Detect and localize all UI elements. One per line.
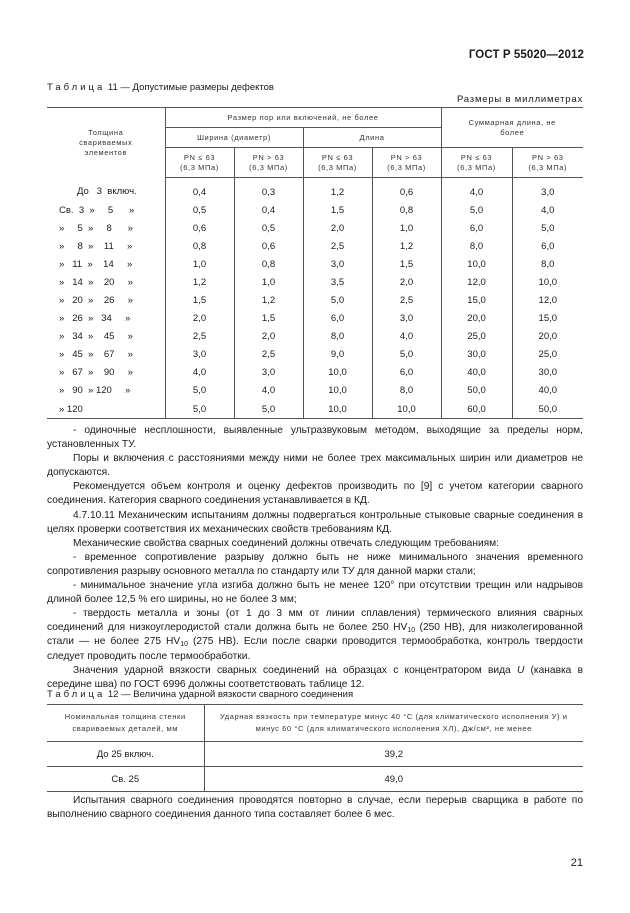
table-cell: 1,5 [372, 255, 441, 273]
table-cell: 0,8 [372, 201, 441, 219]
header-width: Ширина (диаметр) [165, 128, 303, 148]
header-length: Длина [303, 128, 441, 148]
table-11-caption-prefix: Таблица [47, 82, 106, 93]
table-cell: 1,0 [165, 255, 234, 273]
body-text [47, 424, 583, 692]
table-cell: 5,0 [372, 346, 441, 364]
table-row [47, 219, 583, 237]
thickness-range: » 120 [47, 400, 165, 419]
paragraph: - минимальное значение угла изгиба должно быть не менее 120° при отсутствии трещин или надрывов длиной более 12,5 % его ширины, но не более 3 мм; [47, 580, 583, 606]
table-row [47, 364, 583, 382]
table-cell: 0,6 [234, 237, 303, 255]
defects-table [47, 107, 583, 419]
table-cell: 4,0 [234, 382, 303, 400]
header-wall-thickness: Номинальная толщина стенки свариваемых деталей, мм [47, 705, 204, 742]
table-cell: 3,0 [165, 346, 234, 364]
paragraph-impact: Значения ударной вязкости сварных соединений на образцах с концентратором вида U (канавка в середине шва) по ГОСТ 6996 должны соответствовать таблице 12. [47, 664, 583, 690]
header-pore-size: Размер пор или включений, не более [165, 108, 441, 128]
thickness-range: » 45 » 67 » [59, 349, 133, 361]
paragraph: - временное сопротивление разрыву должно быть не ниже минимального значения временного сопротивления разрыву основного металла по стандарту или ТУ для данной марки стали; [47, 551, 583, 577]
table-cell: 10,0 [372, 400, 441, 419]
table-cell: 50,0 [441, 382, 512, 400]
table-cell: 40,0 [441, 364, 512, 382]
paragraph: Рекомендуется объем контроля и оценку дефектов производить по [9] с учетом категории сварного соединения. Категория сварного соединения устанавливается в КД. [47, 481, 583, 507]
table-cell: 3,0 [303, 255, 372, 273]
table-cell: 10,0 [441, 255, 512, 273]
thickness-range: До 3 включ. [77, 186, 137, 198]
header-pn-gt: PN > 63 (6,3 МПа) [512, 148, 583, 178]
paragraph: - одиночные несплошности, выявленные ультразвуковым методом, выходящие за пределы норм, установленных ТУ. [47, 425, 583, 451]
table-cell: До 25 включ. [47, 742, 204, 767]
table-cell: 3,0 [512, 178, 583, 202]
table-row [47, 400, 583, 419]
header-pn-le: PN ≤ 63 (6,3 МПа) [165, 148, 234, 178]
table-cell: 0,8 [234, 255, 303, 273]
table-cell: 6,0 [441, 219, 512, 237]
table-11-caption [47, 82, 274, 93]
thickness-range: » 90 » 120 » [59, 385, 131, 397]
thickness-range: » 20 » 26 » [59, 295, 133, 307]
paragraph-hardness: - твердость металла и зоны (от 1 до 3 мм от линии сплавления) термического влияния сварных соединений для низкоуглеродистой стали должна быть не более 250 $HV_{10}$ (250 HB), для низколегированной стали — не более 275 $HV_{10}$ (275 HB). Если после сварки проводится термообработка, контроль твердости следует проводить после термообработки. [47, 608, 583, 662]
header-impact-strength: Ударная вязкость при температуре минус 40 °С (для климатического исполнения У) и минус 60 °С (для климатического исполнения ХЛ), Дж/см², не менее [204, 705, 583, 742]
header-pn-gt: PN > 63 (6,3 МПа) [234, 148, 303, 178]
table-cell: 0,5 [234, 219, 303, 237]
table-cell: 0,6 [372, 178, 441, 202]
table-row [47, 382, 583, 400]
table-cell: 50,0 [512, 400, 583, 419]
table-cell: 15,0 [512, 310, 583, 328]
table-cell: 0,4 [165, 178, 234, 202]
table-cell: 10,0 [303, 364, 372, 382]
table-row [47, 291, 583, 309]
table-cell: 1,0 [234, 273, 303, 291]
paragraph: Механические свойства сварных соединений должны отвечать следующим требованиям: [73, 537, 499, 549]
closing-paragraph: Испытания сварного соединения проводятся повторно в случае, если перерыв сварщика в работе по выполнению сварного соединения данного типа составляет более 6 мес. [47, 795, 583, 821]
thickness-range: » 8 » 11 » [59, 240, 133, 252]
table-cell: 1,2 [372, 237, 441, 255]
table-cell: 5,0 [303, 291, 372, 309]
paragraph: Поры и включения с расстояниями между ними не более трех максимальных ширин или диаметров не допускаются. [47, 453, 583, 479]
table-cell: 40,0 [512, 382, 583, 400]
table-row [47, 310, 583, 328]
table-cell: 8,0 [303, 328, 372, 346]
table-cell: 49,0 [204, 767, 583, 792]
table-cell: 3,5 [303, 273, 372, 291]
impact-table [47, 704, 583, 792]
table-cell: 2,0 [165, 310, 234, 328]
table-cell: 5,0 [512, 219, 583, 237]
table-cell: 4,0 [441, 178, 512, 202]
table-row [47, 255, 583, 273]
table-cell: Св. 25 [47, 767, 204, 792]
thickness-range: » 26 » 34 » [59, 313, 131, 325]
table-cell: 10,0 [512, 273, 583, 291]
table-cell: 12,0 [441, 273, 512, 291]
table-12-caption-prefix: Таблица [47, 689, 106, 700]
table-12-caption-title: 12 — Величина ударной вязкости сварного соединения [105, 689, 354, 700]
table-row [47, 328, 583, 346]
table-cell: 0,8 [165, 237, 234, 255]
thickness-range: » 5 » 8 » [59, 222, 133, 234]
table-cell: 0,3 [234, 178, 303, 202]
table-cell: 8,0 [512, 255, 583, 273]
thickness-range: » 11 » 14 » [59, 258, 133, 270]
table-cell: 6,0 [512, 237, 583, 255]
thickness-range: » 34 » 45 » [59, 331, 133, 343]
table-cell: 1,5 [234, 310, 303, 328]
table-cell: 30,0 [441, 346, 512, 364]
header-pn-gt: PN > 63 (6,3 МПа) [372, 148, 441, 178]
table-cell: 1,2 [234, 291, 303, 309]
thickness-range: » 14 » 20 » [59, 276, 133, 288]
thickness-range: » 67 » 90 » [59, 367, 133, 379]
table-row [47, 346, 583, 364]
table-cell: 6,0 [372, 364, 441, 382]
table-row [47, 237, 583, 255]
table-cell: 60,0 [441, 400, 512, 419]
table-cell: 1,2 [303, 178, 372, 202]
table-cell: 2,5 [372, 291, 441, 309]
header-thickness: Толщина свариваемых элементов [79, 127, 133, 157]
table-cell: 3,0 [372, 310, 441, 328]
table-11-caption-title: 11 — Допустимые размеры дефектов [105, 82, 274, 93]
table-cell: 3,0 [234, 364, 303, 382]
table-cell: 4,0 [512, 201, 583, 219]
table-row [47, 273, 583, 291]
table-cell: 5,0 [165, 400, 234, 419]
table-12-caption [47, 689, 353, 700]
table-cell: 2,0 [372, 273, 441, 291]
table-cell: 25,0 [441, 328, 512, 346]
table-cell: 20,0 [441, 310, 512, 328]
table-cell: 0,6 [165, 219, 234, 237]
page-number: 21 [570, 857, 583, 869]
table-cell: 25,0 [512, 346, 583, 364]
table-cell: 5,0 [165, 382, 234, 400]
table-cell: 10,0 [303, 400, 372, 419]
table-cell: 1,2 [165, 273, 234, 291]
document-header: ГОСТ Р 55020—2012 [468, 49, 584, 61]
table-cell: 2,5 [303, 237, 372, 255]
table-cell: 4,0 [372, 328, 441, 346]
table-cell: 1,0 [372, 219, 441, 237]
table-row [47, 178, 583, 202]
table-row [47, 201, 583, 219]
table-cell: 8,0 [372, 382, 441, 400]
table-cell: 10,0 [303, 382, 372, 400]
table-cell: 6,0 [303, 310, 372, 328]
table-cell: 0,5 [165, 201, 234, 219]
table-11-units: Размеры в миллиметрах [456, 94, 583, 105]
table-cell: 12,0 [512, 291, 583, 309]
table-cell: 0,4 [234, 201, 303, 219]
paragraph: 4.7.10.11 Механическим испытаниям должны подвергаться контрольные стыковые сварные соединения в целях проверки соответствия их механических свойств требованиям КД. [47, 509, 583, 535]
table-cell: 20,0 [512, 328, 583, 346]
header-pn-le: PN ≤ 63 (6,3 МПа) [303, 148, 372, 178]
table-cell: 8,0 [441, 237, 512, 255]
table-cell: 30,0 [512, 364, 583, 382]
table-cell: 2,0 [303, 219, 372, 237]
header-pn-le: PN ≤ 63 (6,3 МПа) [441, 148, 512, 178]
table-cell: 2,5 [234, 346, 303, 364]
table-cell: 2,5 [165, 328, 234, 346]
table-cell: 5,0 [441, 201, 512, 219]
table-cell: 15,0 [441, 291, 512, 309]
thickness-range: Св. 3 » 5 » [59, 204, 135, 216]
table-cell: 4,0 [165, 364, 234, 382]
table-cell: 5,0 [234, 400, 303, 419]
table-cell: 1,5 [303, 201, 372, 219]
table-cell: 2,0 [234, 328, 303, 346]
table-cell: 9,0 [303, 346, 372, 364]
table-cell: 1,5 [165, 291, 234, 309]
defects-table-body [47, 178, 583, 419]
header-total-length: Суммарная длина, не более [441, 108, 583, 148]
table-cell: 39,2 [204, 742, 583, 767]
